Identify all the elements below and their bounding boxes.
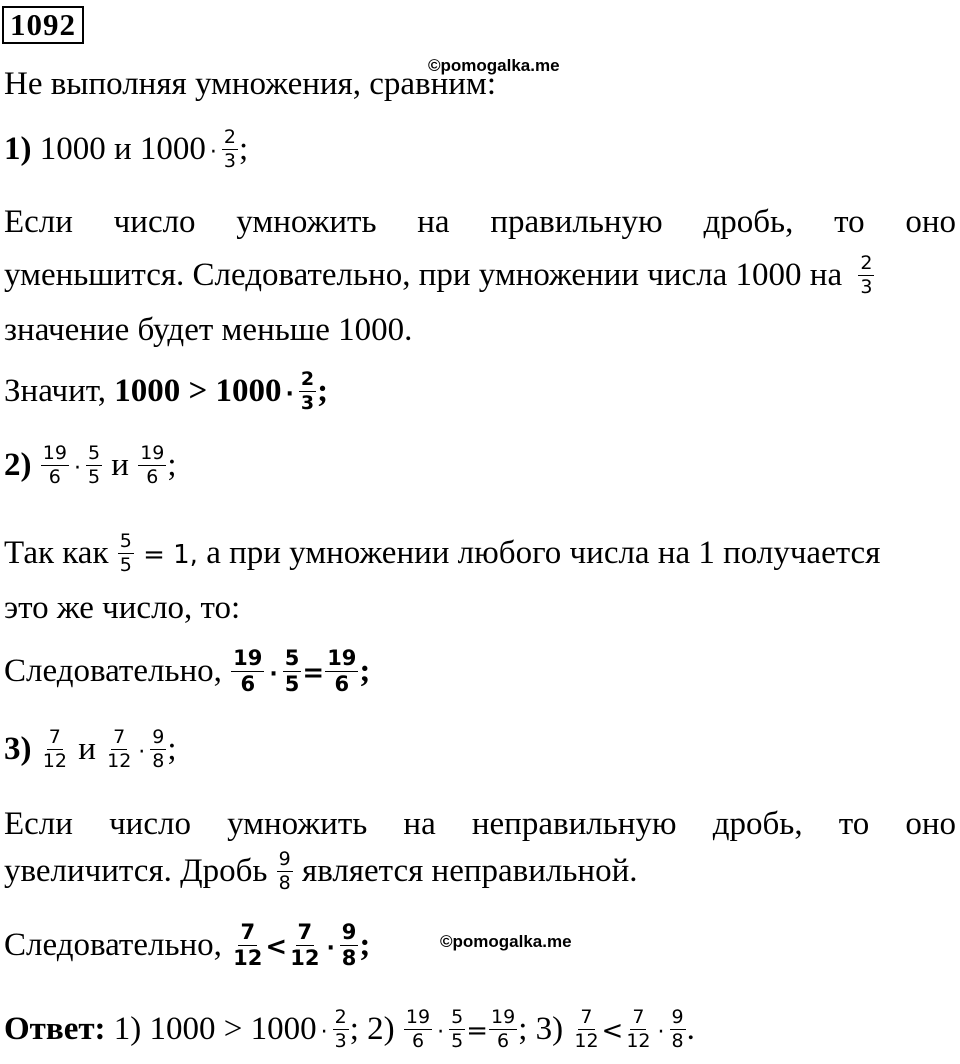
fraction: $\frac{19}{6}$ <box>327 646 357 696</box>
fraction: $\frac{19}{6}$ <box>233 646 263 696</box>
fraction: $\frac{19}{6}$ <box>491 1006 516 1052</box>
fraction: $\frac{7}{12}$ <box>107 726 132 772</box>
fraction: $\frac{7}{12}$ <box>233 920 263 970</box>
item3-explanation-l2: увеличится. Дробь $\frac{9}{8}$ является неправильной. <box>4 848 638 894</box>
item1-label: 1) <box>4 131 32 168</box>
item2-statement: 2) $\frac{19}{6}$ · $\frac{5}{5}$ и $\frac{19}{6}$ ; <box>4 442 177 488</box>
item3-statement: 3) $\frac{7}{12}$ и $\frac{7}{12}$ · $\frac{9}{8}$ ; <box>4 726 177 772</box>
fraction: $\frac{7}{12}$ <box>626 1006 651 1052</box>
fraction: $\frac{7}{12}$ <box>290 920 320 970</box>
item1-explanation-l1: Если число умножить на правильную дробь, то оно <box>4 204 956 240</box>
item2-explanation-l2: это же число, то: <box>4 590 241 626</box>
fraction: $\frac{2}{3}$ <box>223 126 237 172</box>
item1-explanation-l3: значение будет меньше 1000. <box>4 312 413 348</box>
fraction: $\frac{5}{5}$ <box>87 442 101 488</box>
fraction: $\frac{2}{3}$ <box>334 1006 347 1052</box>
fraction: $\frac{7}{12}$ <box>42 726 67 772</box>
answer-line: Ответ: 1) 1000 > 1000 · $\frac{2}{3}$ ; 2) $\frac{19}{6}$ · $\frac{5}{5}$ = $\frac{19}{6}$ ; 3) $\frac{7}{12}$ < $\frac{7}{12}$ · $\frac{9}{8}$ . <box>4 1006 695 1052</box>
item1-explanation-l2: уменьшится. Следовательно, при умножении числа 1000 на $\frac{2}{3}$ <box>4 252 873 298</box>
fraction: $\frac{7}{12}$ <box>574 1006 599 1052</box>
item3-conclusion: Следовательно, $\frac{7}{12}$ < $\frac{7}{12}$ · $\frac{9}{8}$ ; <box>4 920 371 970</box>
fraction: $\frac{9}{8}$ <box>152 726 165 772</box>
fraction: $\frac{5}{5}$ <box>119 530 132 576</box>
fraction: $\frac{19}{6}$ <box>42 442 67 488</box>
fraction: $\frac{2}{3}$ <box>300 368 315 414</box>
item1-conclusion: Значит, 1000 > 1000 · $\frac{2}{3}$ ; <box>4 368 329 414</box>
item1-statement: 1) 1000 и 1000 · $\frac{2}{3}$ ; <box>4 126 249 172</box>
item2-explanation-l1: Так как $\frac{5}{5}$ = 1, а при умножении любого числа на 1 получается <box>4 530 881 576</box>
item2-label: 2) <box>4 447 32 484</box>
problem-number: 1092 <box>2 6 84 44</box>
item3-label: 3) <box>4 731 32 768</box>
answer-label: Ответ: <box>4 1011 106 1048</box>
fraction: $\frac{5}{5}$ <box>284 646 300 696</box>
watermark-bottom: ©pomogalka.me <box>440 932 572 951</box>
fraction: $\frac{9}{8}$ <box>278 848 291 894</box>
fraction: $\frac{19}{6}$ <box>405 1006 431 1052</box>
watermark-top: ©pomogalka.me <box>428 56 560 75</box>
fraction: $\frac{2}{3}$ <box>860 252 873 298</box>
multiply-sign: · <box>209 140 217 166</box>
item3-explanation-l1: Если число умножить на неправильную дробь, то оно <box>4 806 956 842</box>
intro-text: Не выполняя умножения, сравним: <box>4 66 496 102</box>
item1-text: 1000 и 1000 <box>39 131 206 168</box>
fraction: $\frac{9}{8}$ <box>341 920 357 970</box>
item2-conclusion: Следовательно, $\frac{19}{6}$ · $\frac{5}{5}$ = $\frac{19}{6}$ ; <box>4 646 371 696</box>
fraction: $\frac{5}{5}$ <box>451 1006 464 1052</box>
fraction: $\frac{9}{8}$ <box>671 1006 684 1052</box>
fraction: $\frac{19}{6}$ <box>140 442 165 488</box>
